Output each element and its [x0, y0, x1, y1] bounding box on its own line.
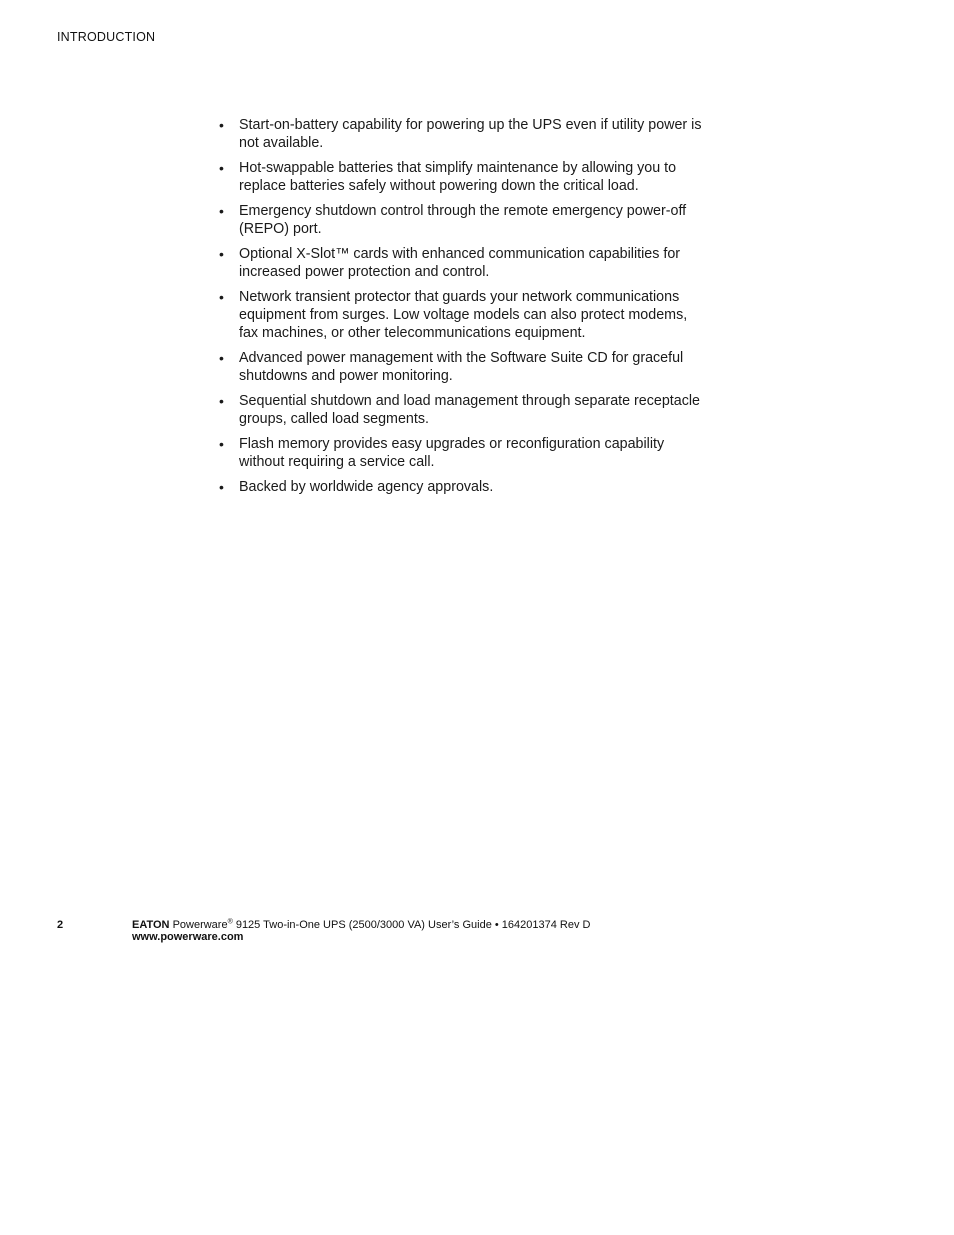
list-item-text: Advanced power management with the Software Suite CD for graceful shutdowns and power monitoring. [239, 350, 684, 384]
bullet-icon: • [219, 393, 224, 409]
footer-product: Powerware [172, 919, 228, 931]
list-item-text: Start-on-battery capability for powering up the UPS even if utility power is not available. [239, 117, 702, 151]
list-item [219, 288, 709, 342]
list-item-text: Emergency shutdown control through the remote emergency power-off (REPO) port. [239, 203, 687, 237]
list-item-text: Hot-swappable batteries that simplify maintenance by allowing you to replace batteries safely without powering down the critical load. [239, 160, 677, 194]
footer [132, 919, 590, 943]
list-item [219, 116, 709, 152]
feature-list [219, 116, 709, 503]
bullet-icon: • [219, 479, 224, 495]
list-item-text: Sequential shutdown and load management through separate receptacle groups, called load segments. [239, 393, 700, 427]
footer-title: 9125 Two-in-One UPS (2500/3000 VA) User’s Guide • 164201374 Rev D [232, 919, 591, 931]
list-item [219, 202, 709, 238]
bullet-icon: • [219, 117, 224, 133]
section-header: INTRODUCTION [57, 30, 156, 44]
bullet-icon: • [219, 246, 224, 262]
page-number: 2 [57, 919, 64, 931]
list-item [219, 245, 709, 281]
list-item [219, 392, 709, 428]
bullet-icon: • [219, 436, 224, 452]
list-item-text: Optional X-Slot™ cards with enhanced communication capabilities for increased power protection and control. [239, 246, 681, 280]
bullet-icon: • [219, 203, 224, 219]
list-item [219, 478, 709, 496]
footer-url: www.powerware.com [132, 931, 244, 943]
list-item-text: Network transient protector that guards your network communications equipment from surges. Low voltage models can also protect modems, fax machines, or other telecommunications equipment. [239, 289, 688, 341]
list-item-text: Flash memory provides easy upgrades or reconfiguration capability without requiring a service call. [239, 436, 665, 470]
list-item [219, 159, 709, 195]
bullet-icon: • [219, 289, 224, 305]
list-item [219, 349, 709, 385]
list-item-text: Backed by worldwide agency approvals. [239, 479, 494, 495]
registered-mark: ® [227, 918, 233, 926]
list-item [219, 435, 709, 471]
footer-brand: EATON [132, 919, 170, 931]
bullet-icon: • [219, 350, 224, 366]
bullet-icon: • [219, 160, 224, 176]
